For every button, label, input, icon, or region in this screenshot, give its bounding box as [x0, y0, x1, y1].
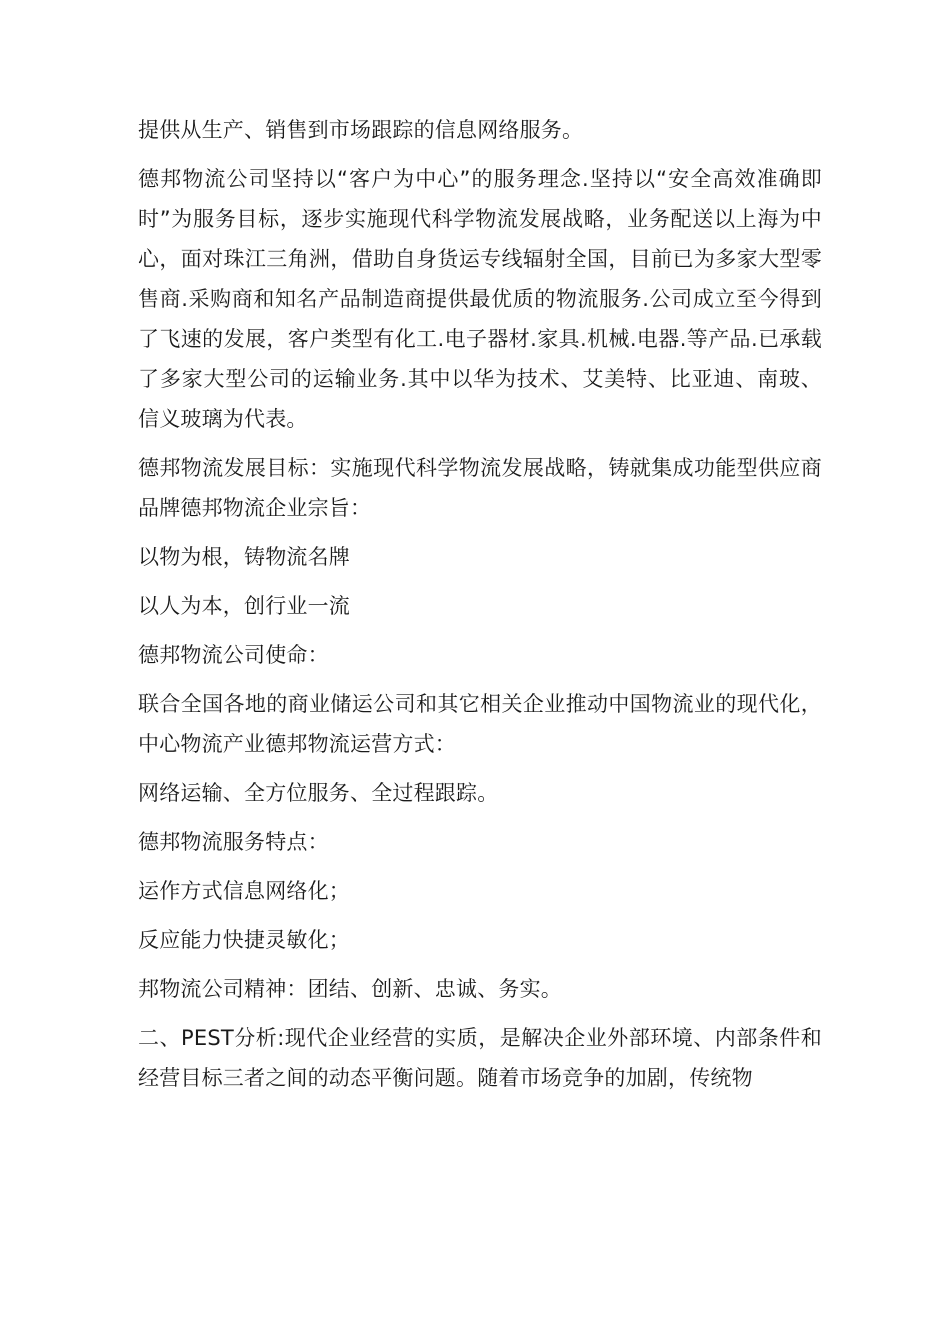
- paragraph-pest-analysis: 二、PEST分析:现代企业经营的实质，是解决企业外部环境、内部条件和经营目标三者之间的动态平衡问题。随着市场竞争的加剧，传统物: [138, 1026, 822, 1090]
- paragraph-development-goal: 德邦物流发展目标：实施现代科学物流发展战略，铸就集成功能型供应商品牌德邦物流企业宗旨：: [138, 456, 822, 520]
- paragraph-mission-heading: 德邦物流公司使命：: [138, 643, 329, 667]
- paragraph-feature-2: 反应能力快捷灵敏化；: [138, 928, 350, 952]
- document-body: [138, 110, 822, 1107]
- paragraph-spirit: 邦物流公司精神：团结、创新、忠诚、务实。: [138, 977, 562, 1001]
- paragraph-company-profile: 德邦物流公司坚持以“客户为中心”的服务理念.坚持以“安全高效准确即时”为服务目标，逐步实施现代科学物流发展战略，业务配送以上海为中心，面对珠江三角洲，借助自身货运专线辐射全国，目前已为多家大型零售商.采购商和知名产品制造商提供最优质的物流服务.公司成立至今得到了飞速的发展，客户类型有化工.电子器材.家具.机械.电器.等产品.已承载了多家大型公司的运输业务.其中以华为技术、艾美特、比亚迪、南玻、信义玻璃为代表。: [138, 167, 822, 431]
- paragraph-feature-1: 运作方式信息网络化；: [138, 879, 350, 903]
- paragraph-service-scope: 提供从生产、销售到市场跟踪的信息网络服务。: [138, 118, 584, 142]
- paragraph-operation-mode: 网络运输、全方位服务、全过程跟踪。: [138, 781, 499, 805]
- paragraph-tenet-1: 以物为根，铸物流名牌: [138, 545, 350, 569]
- paragraph-tenet-2: 以人为本，创行业一流: [138, 594, 350, 618]
- paragraph-features-heading: 德邦物流服务特点：: [138, 830, 329, 854]
- paragraph-mission: 联合全国各地的商业储运公司和其它相关企业推动中国物流业的现代化，中心物流产业德邦物流运营方式：: [138, 692, 822, 756]
